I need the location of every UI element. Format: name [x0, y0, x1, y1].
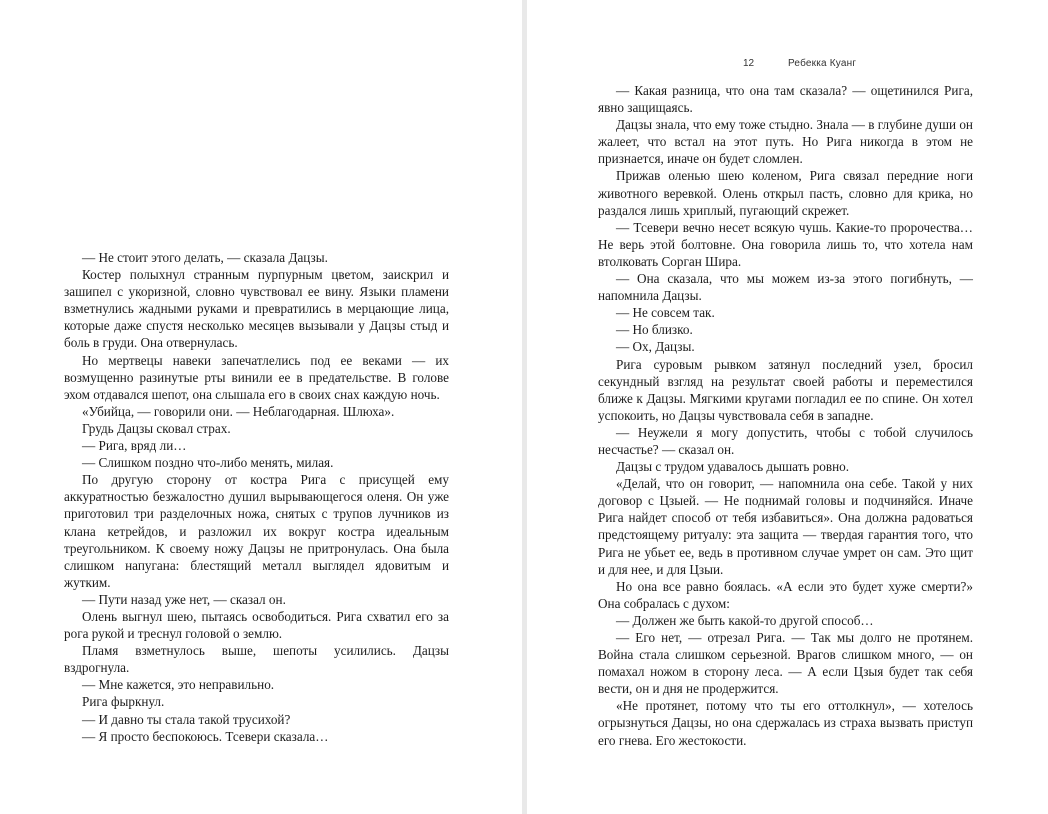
paragraph: — Она сказала, что мы можем из-за этого погибнуть, — напомнила Дацзы.: [598, 271, 973, 304]
paragraph: — Неужели я могу допустить, чтобы с тобой случилось несчастье? — сказал он.: [598, 424, 973, 457]
paragraph: Пламя взметнулось выше, шепоты усилились. Дацзы вздрогнула.: [64, 643, 449, 676]
right-page: [527, 0, 1048, 814]
paragraph: «Убийца, — говорили они. — Неблагодарная. Шлюха».: [82, 403, 395, 419]
paragraph: — Я просто беспокоюсь. Тсевери сказала…: [82, 728, 329, 744]
paragraph: — И давно ты стала такой трусихой?: [82, 711, 291, 727]
paragraph: Рига фыркнул.: [82, 694, 165, 710]
left-page-text: [64, 249, 449, 745]
paragraph: — Слишком поздно что-либо менять, милая.: [82, 455, 334, 471]
paragraph: — Но близко.: [616, 322, 693, 338]
paragraph: Олень выгнул шею, пытаясь освободиться. Рига схватил его за рога рукой и треснул головой о землю.: [64, 608, 449, 642]
paragraph: Грудь Дацзы сковал страх.: [82, 420, 231, 436]
paragraph: — Тсевери вечно несет всякую чушь. Какие-то пророчества… Не верь этой болтовне. Она говорила лишь то, что хотела нам втолковать Сорган Шира.: [598, 219, 973, 269]
right-page-text: [598, 82, 973, 749]
paragraph: — Не совсем так.: [616, 305, 715, 321]
paragraph: — Ох, Дацзы.: [616, 339, 695, 355]
left-page: [0, 0, 522, 814]
paragraph: — Не стоит этого делать, — сказала Дацзы.: [82, 250, 328, 265]
paragraph: — Его нет, — отрезал Рига. — Так мы долго не протянем. Война стала слишком серьезной. Врагов слишком много, — он помахал ножом в сторону леса. — А если Цзыя будет так себя вести, он и дня не продержится.: [598, 630, 973, 697]
page-number: 12: [743, 58, 755, 69]
paragraph: Но она все равно боялась. «А если это будет хуже смерти?» Она собралась с духом:: [598, 578, 973, 611]
paragraph: — Пути назад уже нет, — сказал он.: [82, 591, 286, 607]
paragraph: «Не протянет, потому что ты его оттолкнул», — хотелось огрызнуться Дацзы, но она сдержалась из страха вызвать приступ его гнева. Его жестокости.: [598, 698, 973, 748]
paragraph: Рига суровым рывком затянул последний узел, бросил секундный взгляд на результат своей работы и переместился ближе к Дацзы. Мягкими кругами погладил ее по спине. Он хотел успокоить, но Дацзы чувствовала себя в западне.: [598, 356, 973, 423]
paragraph: Костер полыхнул странным пурпурным цветом, заискрил и зашипел с укоризной, словно чувствовал ее вину. Языки пламени взметнулись жадными руками и превратились в мерцающие лица, которые даже спустя несколько месяцев вызывали у Дацзы стыд и боль в груди. Она отвернулась.: [64, 267, 449, 351]
paragraph: Дацзы с трудом удавалось дышать ровно.: [616, 459, 850, 475]
paragraph: По другую сторону от костра Рига с присущей ему аккуратностью безжалостно душил вырывающегося оленя. Он уже приготовил три разделочных ножа, снятых с трупов лучников из клана кетрейдов, и разложил их вокруг костра идеальным треугольником. К своему ножу Дацзы не притронулась. Она была слишком напугана: блестящий металл выглядел ядовитым и жутким.: [64, 472, 449, 590]
paragraph: Но мертвецы навеки запечатлелись под ее веками — их возмущенно разинутые рты винили ее в предательстве. В голове эхом отдавался шепот, она слышала его в своих снах каждую ночь.: [64, 352, 449, 402]
paragraph: — Должен же быть какой-то другой способ…: [616, 612, 874, 628]
running-head-author: Ребекка Куанг: [788, 58, 857, 69]
paragraph: — Мне кажется, это неправильно.: [82, 677, 275, 693]
paragraph: — Какая разница, что она там сказала? — ощетинился Рига, явно защищаясь.: [598, 83, 973, 116]
paragraph: — Рига, вряд ли…: [82, 438, 187, 454]
paragraph: Прижав оленью шею коленом, Рига связал передние ноги животного веревкой. Олень открыл пасть, словно для крика, но раздался лишь хриплый, пугающий скрежет.: [598, 168, 973, 218]
paragraph: Дацзы знала, что ему тоже стыдно. Знала — в глубине души он жалеет, что встал на этот путь. Но Рига никогда в этом не признается, иначе он будет сломлен.: [598, 117, 973, 167]
paragraph: «Делай, что он говорит, — напомнила она себе. Такой у них договор с Цзыей. — Не поднимай головы и подчиняйся. Иначе Рига найдет способ от тебя избавиться». Она должна радоваться предстоящему ритуалу: эта защита — твердая гарантия того, что Рига не убьет ее, ведь в противном случае умрет он сам. Это щит и для нее, и для Цзыи.: [598, 476, 973, 577]
